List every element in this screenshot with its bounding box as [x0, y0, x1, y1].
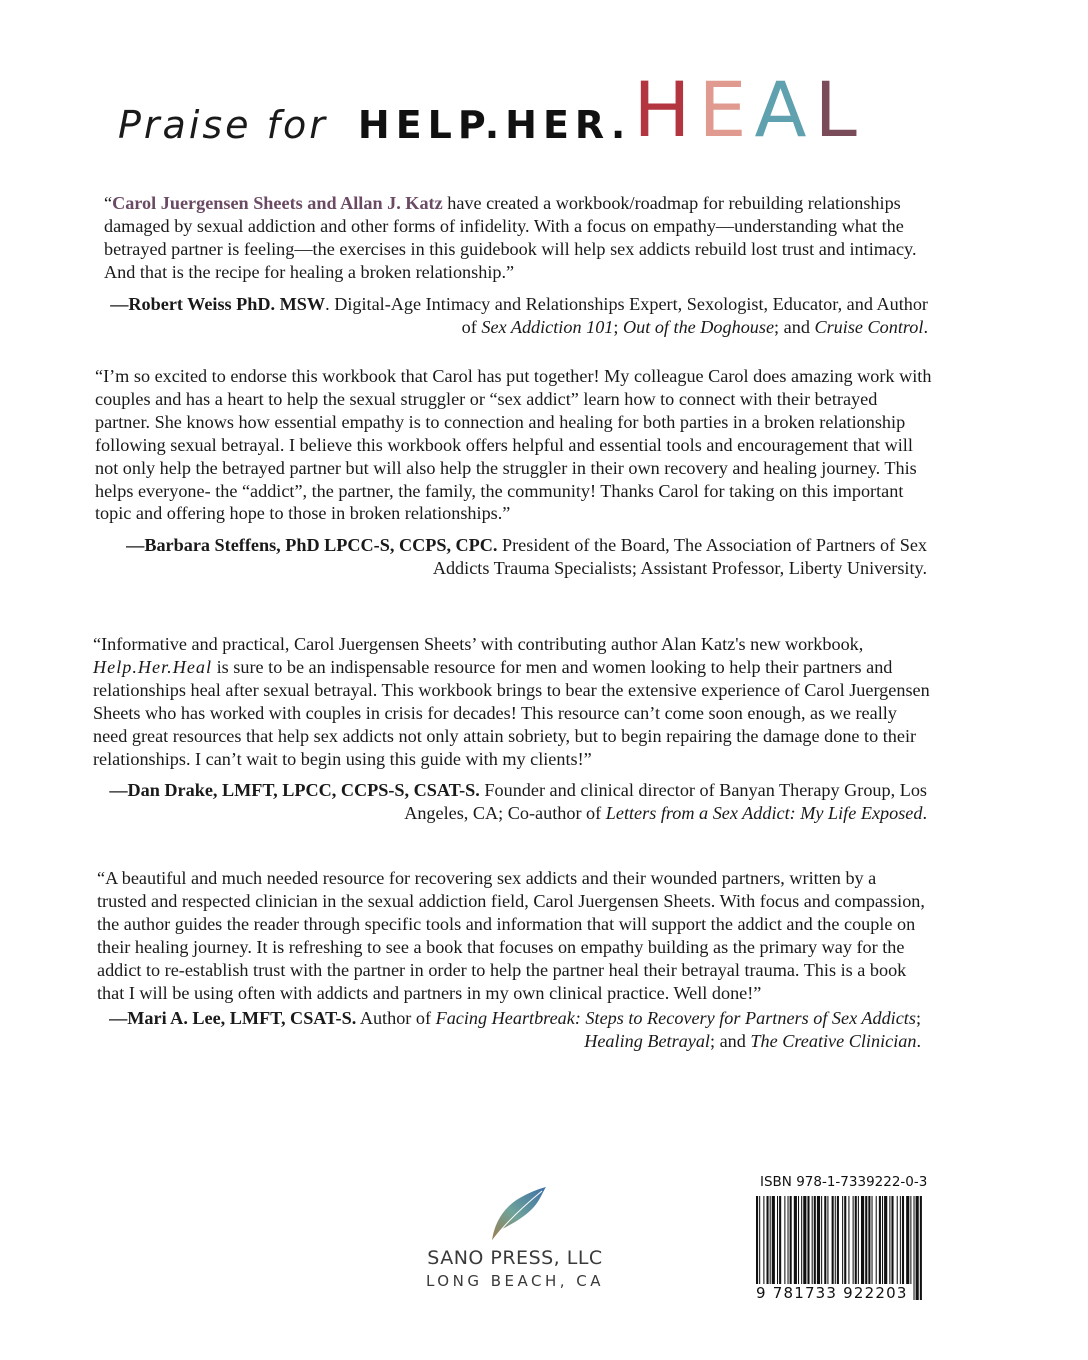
isbn-label: ISBN 978-1-7339222-0-3 — [760, 1174, 928, 1190]
barcode-bar — [814, 1196, 816, 1284]
barcode-bar — [879, 1196, 881, 1284]
barcode-bar — [821, 1196, 822, 1284]
separator: ; and — [710, 1031, 751, 1052]
book-title: The Creative Clinician — [750, 1031, 917, 1052]
heal-letter-h: H — [633, 65, 699, 154]
title-heal — [633, 65, 865, 154]
barcode-bar — [902, 1196, 904, 1284]
endorser-credentials: President of the Board, The Association of Partners of Sex Addicts Trauma Specialists; Assistant Professor, Liberty University. — [432, 535, 927, 579]
barcode-bar — [876, 1196, 877, 1284]
barcode-bar — [817, 1196, 820, 1284]
endorser-name: —Mari A. Lee, LMFT, CSAT-S. — [109, 1008, 357, 1029]
end-mark: . — [923, 316, 928, 337]
quote-text: is sure to be an indispensable resource for men and women looking to help their partners and relationships heal after sexual betrayal. This workbook brings to bear the extensive experience of Carol Juergensen Sheets who has worked with couples in crisis for decades! This resource can’t come soon enough, as we really need great resources that help sex addicts not only attain sobriety, but to begin repairing the damage done to their relationships. I can’t wait to begin using this guide with my clients!” — [93, 656, 930, 769]
testimonial-steffens — [95, 365, 933, 580]
barcode-bar — [910, 1196, 911, 1284]
barcode-bar — [868, 1196, 870, 1284]
book-title: Out of the Doghouse — [623, 316, 775, 337]
book-title: Facing Heartbreak: Steps to Recovery for Partners of Sex Addicts — [435, 1008, 916, 1029]
barcode-bar — [920, 1196, 922, 1300]
barcode-bar — [824, 1196, 826, 1284]
barcode-bar — [807, 1196, 809, 1284]
barcode-bar — [779, 1196, 781, 1284]
testimonial-quote — [93, 633, 933, 770]
barcode-digits: 9 781733 922203 — [756, 1284, 908, 1302]
testimonial-weiss — [104, 192, 934, 339]
title-help-her: HELP.HER. — [357, 103, 632, 147]
book-title: Help.Her.Heal — [93, 656, 213, 677]
barcode-bar — [855, 1196, 857, 1284]
barcode-bar — [790, 1196, 792, 1284]
separator: ; — [613, 316, 623, 337]
testimonial-drake — [93, 633, 933, 825]
barcode-bar — [772, 1196, 775, 1284]
publisher-name: SANO PRESS, LLC — [427, 1247, 603, 1269]
quote-text: “A beautiful and much needed resource for recovering sex addicts and their wounded partners, written by a trusted and respected clinician in the sexual addiction field, Carol Juergensen Sheets. With focus and compassion, the author guides the reader through specific tools and information that will support the addict and the couple on their healing journey. It is refreshing to see a book that focuses on empathy building as the primary way for the addict to re-establish trust with the partner in order to help the partner heal their betrayal trauma. This is a book that I will be using often with addicts and partners in my own clinical practice. Well done!” — [97, 868, 925, 1003]
barcode-bar — [897, 1196, 898, 1284]
barcode-bar — [861, 1196, 864, 1284]
title-praise: Praise for — [118, 103, 328, 147]
heal-letter-a: A — [754, 65, 815, 154]
testimonial-attribution — [104, 293, 928, 339]
barcode-bar — [916, 1196, 919, 1300]
quote-mark: “ — [104, 193, 113, 213]
barcode-bar — [889, 1196, 890, 1284]
barcode-bar — [763, 1196, 764, 1284]
endorser-credentials: . Digital-Age Intimacy and Relationships Expert, Sexologist, Educator, and Author of — [325, 293, 928, 337]
endorser-credentials: Founder and clinical director of Banyan Therapy Group, Los Angeles, CA; Co-author of — [404, 780, 927, 824]
separator: ; — [915, 1008, 921, 1029]
barcode-bar — [832, 1196, 834, 1284]
barcode-bar — [900, 1196, 901, 1284]
barcode-bar — [858, 1196, 859, 1284]
book-title: Sex Addiction 101 — [481, 316, 614, 337]
barcode-bar — [827, 1196, 828, 1284]
barcode-bar — [853, 1196, 854, 1284]
authors-highlight: Carol Juergensen Sheets and Allan J. Katz — [112, 193, 443, 213]
separator: ; and — [774, 316, 815, 337]
end-mark: . — [922, 803, 927, 824]
endorser-name: —Dan Drake, LMFT, LPCC, CCPS-S, CSAT-S. — [109, 780, 480, 801]
barcode-bar — [872, 1196, 873, 1284]
testimonial-lee — [97, 867, 927, 1053]
testimonial-attribution — [97, 1007, 921, 1053]
testimonial-quote — [104, 192, 934, 284]
quote-text: “I’m so excited to endorse this workbook that Carol has put together! My colleague Carol does amazing work with couples and has a heart to help the sexual struggler or “sex addict” learn how to connect with their betrayed partner. She knows how essential empathy is to connection and healing for both parties in a broken relationship following sexual betrayal. I believe this workbook offers helpful and essential tools and encouragement that will not only help the betrayed partner but will also help the struggler in their own recovery and healing journey. This helps everyone- the “addict”, the partner, the family, the community! Thanks Carol for taking on this important topic and offering hope to those in broken relationships.” — [95, 366, 932, 524]
book-title: Healing Betrayal — [584, 1031, 710, 1052]
barcode-bar — [770, 1196, 771, 1284]
barcode-bar — [812, 1196, 813, 1284]
heal-letter-l: L — [814, 65, 865, 154]
barcode-bar — [767, 1196, 769, 1284]
book-title: Cruise Control — [814, 316, 924, 337]
endorser-name: —Robert Weiss PhD. MSW — [110, 293, 326, 314]
heal-letter-e: E — [698, 65, 755, 154]
barcode-bar — [794, 1196, 797, 1284]
testimonial-attribution — [93, 779, 927, 825]
barcode-bar — [788, 1196, 789, 1284]
barcode-bar — [848, 1196, 849, 1284]
barcode-bar — [865, 1196, 867, 1284]
barcode-bar — [801, 1196, 802, 1284]
barcode-bar — [891, 1196, 893, 1284]
endorser-credentials: Author of — [356, 1008, 436, 1029]
barcode-bar — [784, 1196, 785, 1284]
page-title — [118, 65, 865, 154]
feather-icon — [480, 1185, 550, 1243]
barcode-bar — [777, 1196, 778, 1284]
publisher-city: LONG BEACH, CA — [425, 1272, 605, 1290]
end-mark: . — [916, 1031, 921, 1052]
publisher-logo — [410, 1185, 620, 1290]
barcode-bar — [798, 1196, 799, 1284]
quote-text: “Informative and practical, Carol Juergensen Sheets’ with contributing author Alan Katz's new workbook, — [93, 634, 864, 654]
barcode-bar — [803, 1196, 806, 1284]
barcode-bar — [882, 1196, 883, 1284]
testimonial-attribution — [95, 534, 927, 580]
barcode-bar — [906, 1196, 909, 1284]
book-title: Letters from a Sex Addict: My Life Exposed — [605, 803, 923, 824]
barcode-bar — [884, 1196, 887, 1284]
barcode-bar — [844, 1196, 846, 1284]
endorser-name: —Barbara Steffens, PhD LPCC-S, CCPS, CPC. — [126, 535, 498, 556]
barcode-bar — [842, 1196, 843, 1284]
quote-text: have created a workbook/roadmap for rebuilding relationships damaged by sexual addiction and other forms of infidelity. With a focus on empathy—understanding what the betrayed partner is feeling—the exercises in this guidebook will help sex addicts rebuild lost trust and intimacy. And that is the recipe for healing a broken relationship.” — [104, 193, 917, 282]
barcode-bar — [914, 1196, 915, 1300]
